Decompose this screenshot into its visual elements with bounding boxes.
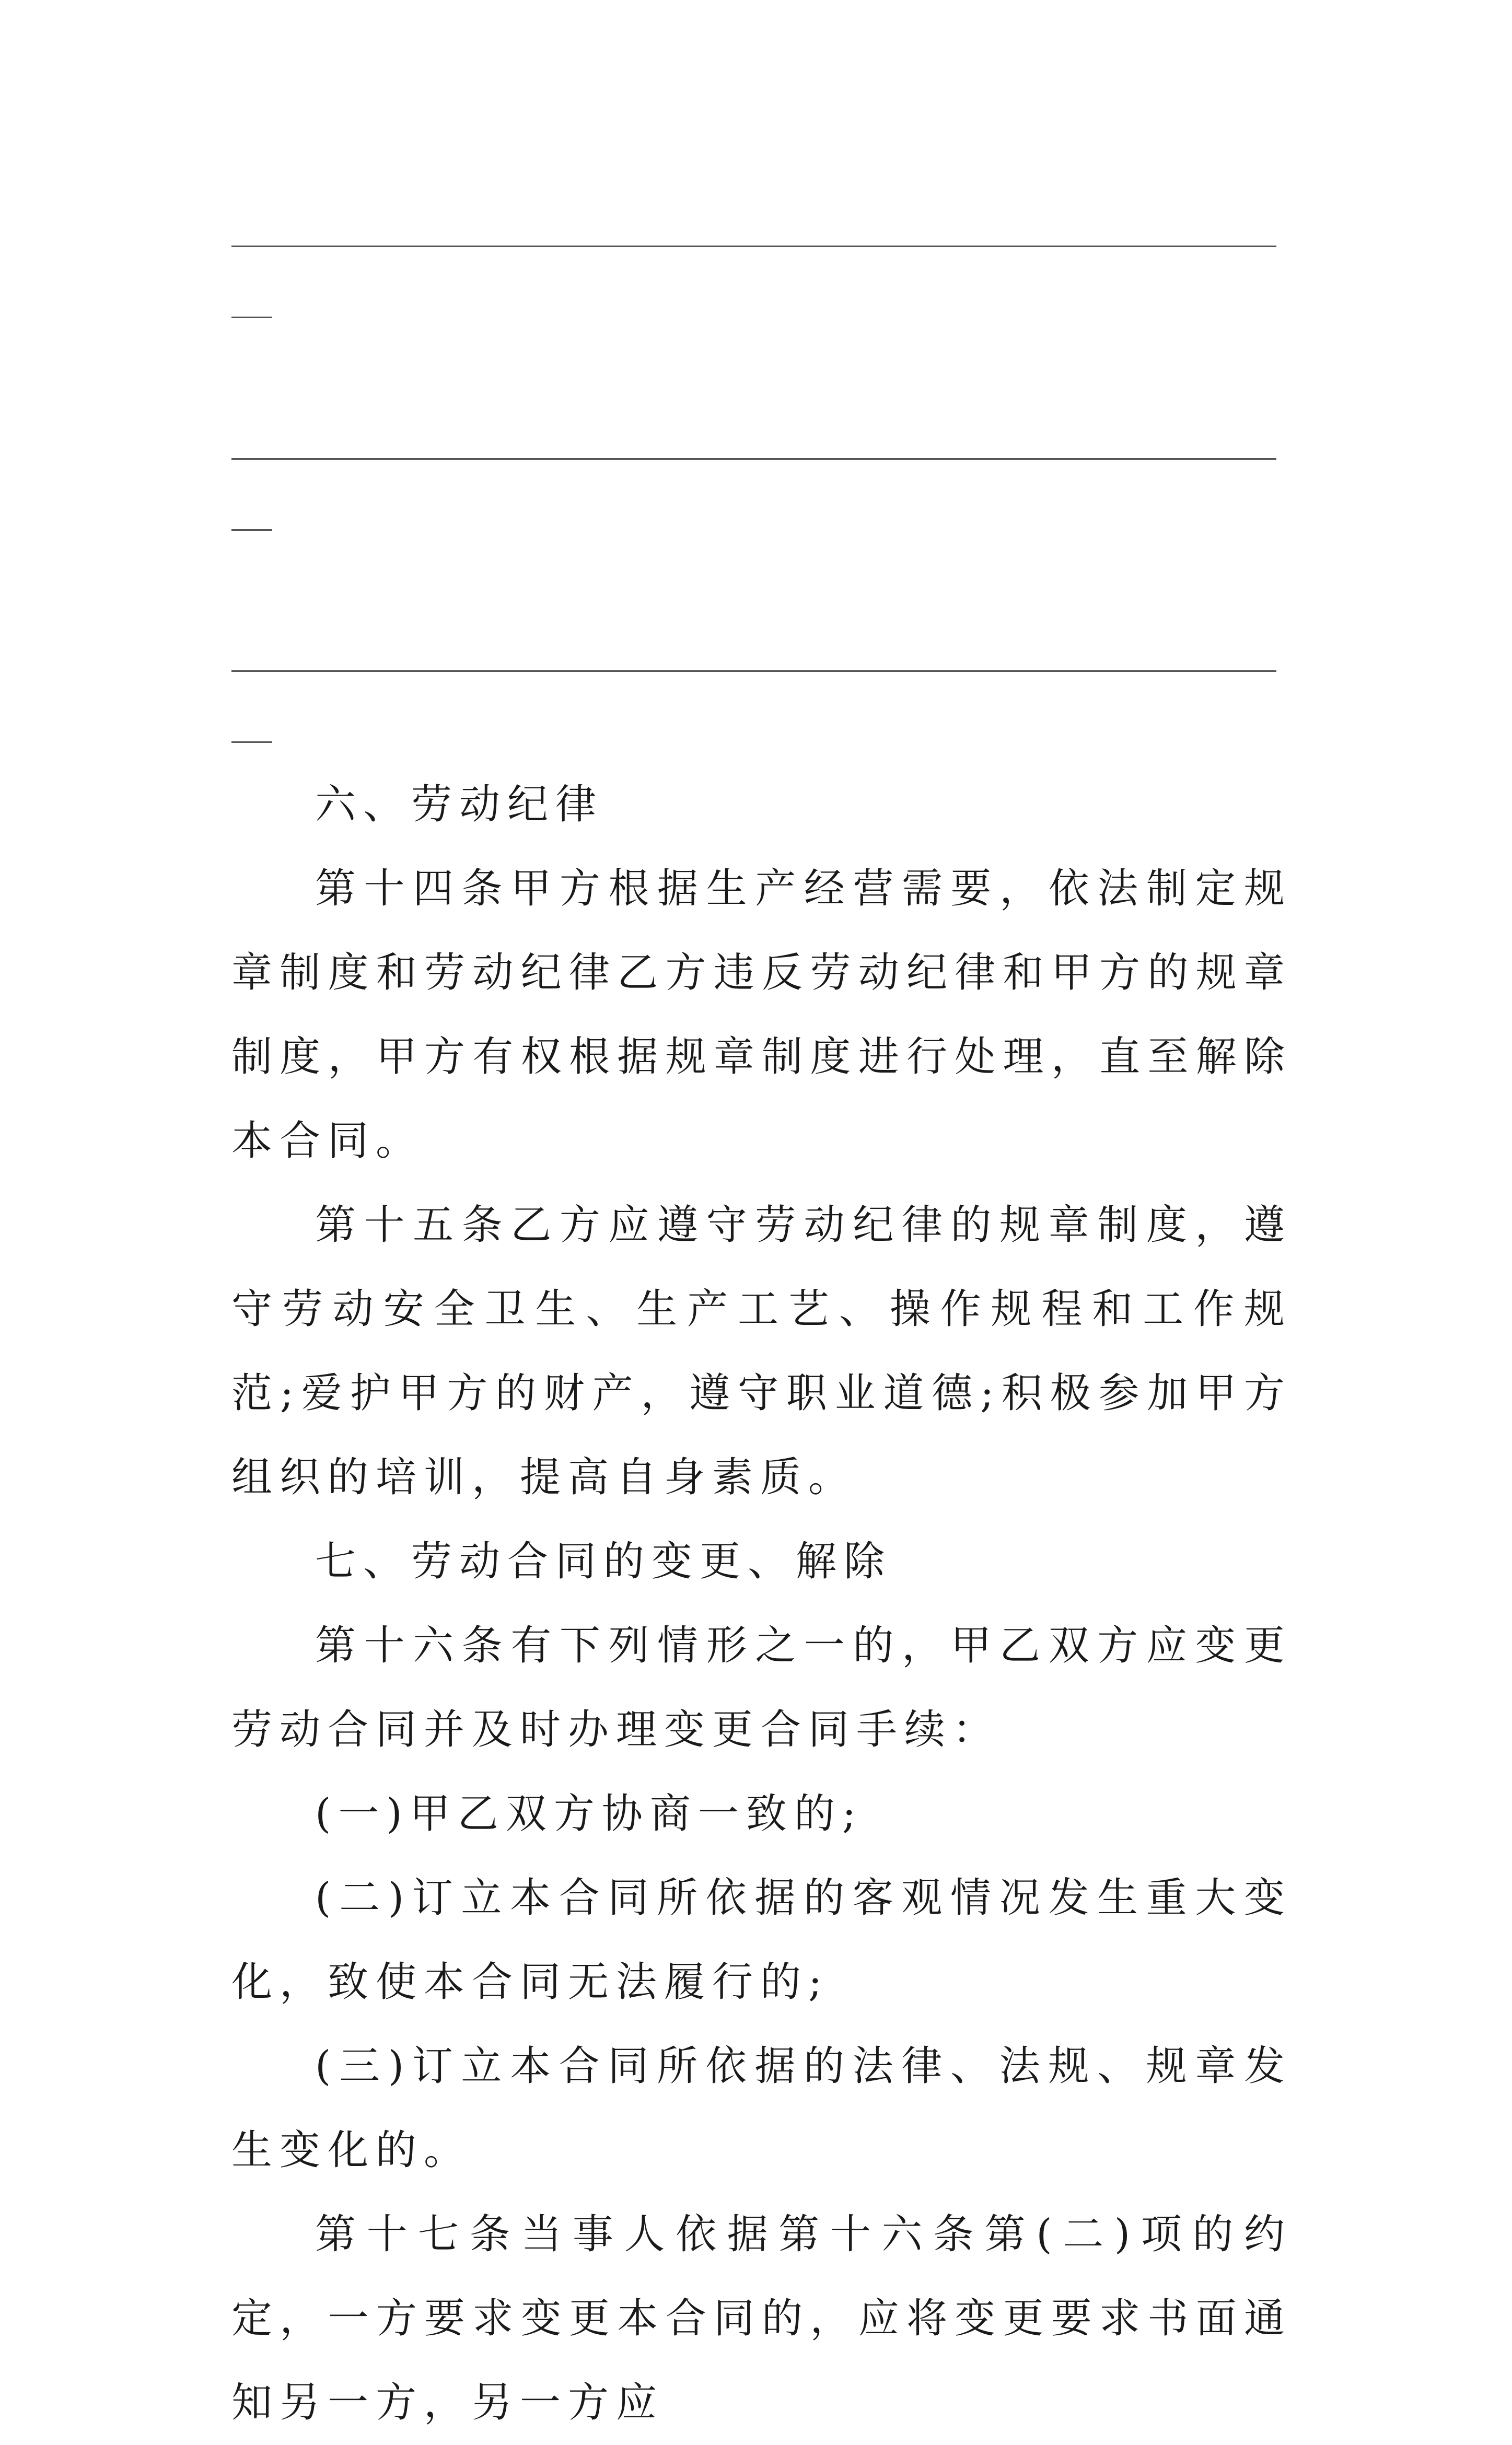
blank-fill-line-tail [231, 741, 272, 743]
section-heading-contract-change: 七、劳动合同的变更、解除 [315, 1538, 892, 1585]
article-17-paragraph: 第十七条当事人依据第十六条第(二)项的约定，一方要求变更本合同的，应将变更要求书面通知另一方，另一方应 [231, 2211, 1292, 2426]
document-body [231, 763, 1292, 2445]
blank-fill-line [231, 670, 1276, 672]
blank-fill-line-tail [231, 317, 272, 318]
blank-fill-line [231, 458, 1276, 460]
article-16-paragraph: 第十六条有下列情形之一的，甲乙双方应变更劳动合同并及时办理变更合同手续： [231, 1622, 1292, 1753]
blank-fill-line-tail [231, 529, 272, 531]
article-16-item-1: (一)甲乙双方协商一致的; [315, 1790, 864, 1837]
article-15-paragraph: 第十五条乙方应遵守劳动纪律的规章制度，遵守劳动安全卫生、生产工艺、操作规程和工作规范;爱护甲方的财产，遵守职业道德;积极参加甲方组织的培训，提高自身素质。 [231, 1202, 1292, 1501]
blank-fill-line [231, 246, 1276, 247]
article-16-item-2: (二)订立本合同所依据的客观情况发生重大变化，致使本合同无法履行的; [231, 1874, 1292, 2006]
article-16-item-3: (三)订立本合同所依据的法律、法规、规章发生变化的。 [231, 2043, 1292, 2174]
section-heading-labor-discipline: 六、劳动纪律 [315, 781, 604, 828]
article-14-paragraph: 第十四条甲方根据生产经营需要，依法制定规章制度和劳动纪律乙方违反劳动纪律和甲方的规章制度，甲方有权根据规章制度进行处理，直至解除本合同。 [231, 865, 1292, 1165]
